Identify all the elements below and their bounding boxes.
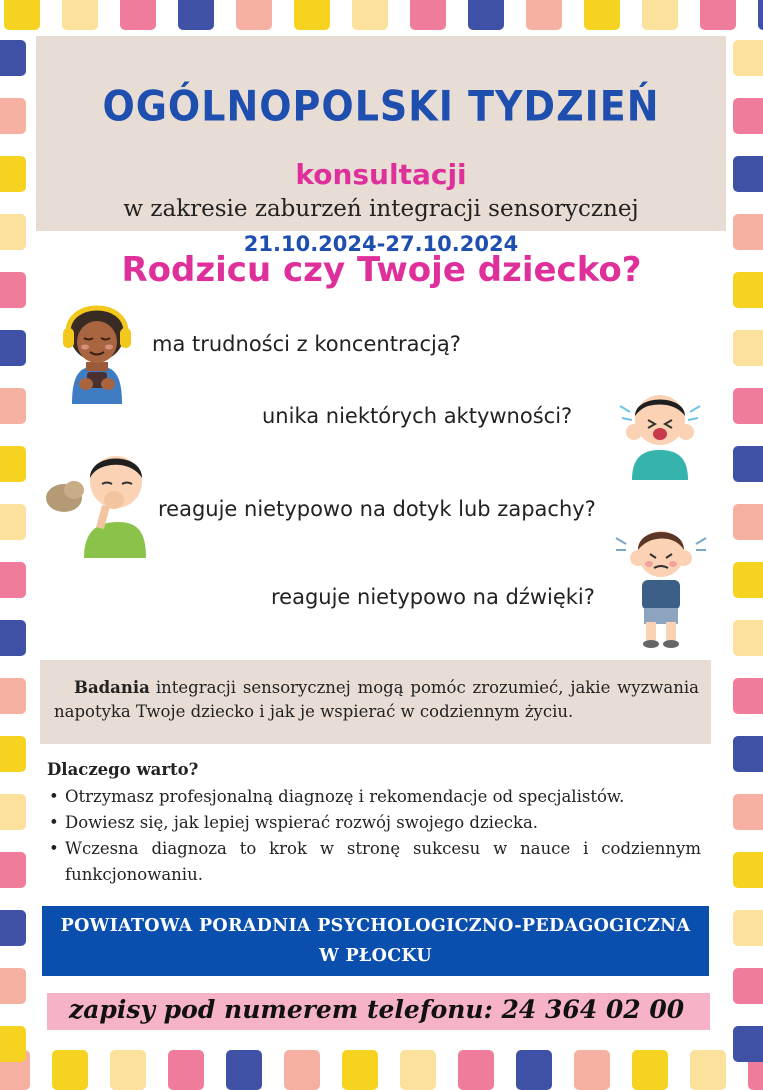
list-item: • Dowiesz się, jak lepiej wspierać rozwój swojego dziecka. <box>47 810 701 836</box>
child-covering-nose-illustration <box>44 448 148 558</box>
border-tile <box>690 1050 726 1090</box>
organization-banner <box>42 906 709 976</box>
border-tile <box>352 0 388 30</box>
border-tile <box>0 736 26 772</box>
page-title: OGÓLNOPOLSKI TYDZIEŃ <box>102 81 660 131</box>
border-tile <box>642 0 678 30</box>
child-headphones-illustration <box>58 292 136 404</box>
info-bold-label: Badania <box>74 678 150 697</box>
question-item: ma trudności z koncentracją? <box>152 332 461 356</box>
border-tile <box>0 562 26 598</box>
border-tile <box>4 0 40 30</box>
question-item: reaguje nietypowo na dotyk lub zapachy? <box>158 497 596 521</box>
border-tile <box>733 98 763 134</box>
border-tile <box>733 736 763 772</box>
border-tile <box>62 0 98 30</box>
border-tile <box>733 156 763 192</box>
border-tile <box>0 1026 26 1062</box>
border-tile <box>0 910 26 946</box>
border-tile <box>236 0 272 30</box>
border-tile <box>0 388 26 424</box>
border-tile <box>632 1050 668 1090</box>
organization-name: POWIATOWA PORADNIA PSYCHOLOGICZNO-PEDAGOGICZNA <box>60 916 691 936</box>
border-tile <box>0 852 26 888</box>
subtitle-highlight: konsultacji <box>295 158 467 191</box>
border-tile <box>733 910 763 946</box>
border-tile <box>733 40 763 76</box>
border-tile <box>733 794 763 830</box>
list-item: • Otrzymasz profesjonalną diagnozę i rekomendacje od specjalistów. <box>47 784 701 810</box>
header-banner <box>36 36 726 256</box>
border-tile <box>733 330 763 366</box>
border-tile <box>178 0 214 30</box>
crying-child-illustration <box>618 388 702 480</box>
border-tile <box>342 1050 378 1090</box>
border-tile <box>0 678 26 714</box>
phone-banner <box>47 993 710 1030</box>
border-tile <box>0 156 26 192</box>
border-tile <box>733 620 763 656</box>
border-tile <box>733 968 763 1004</box>
list-item: • Wczesna diagnoza to krok w stronę sukcesu w nauce i codziennym funkcjonowaniu. <box>47 836 701 888</box>
border-tile <box>110 1050 146 1090</box>
phone-number: zapisy pod numerem telefonu: 24 364 02 00 <box>69 995 685 1024</box>
border-tile <box>758 0 763 30</box>
question-heading: Rodzicu czy Twoje dziecko? <box>121 250 642 290</box>
border-tile <box>0 214 26 250</box>
border-tile <box>410 0 446 30</box>
border-tile <box>733 1026 763 1062</box>
border-tile <box>574 1050 610 1090</box>
border-tile <box>0 620 26 656</box>
border-tile <box>0 968 26 1004</box>
border-tile <box>226 1050 262 1090</box>
border-tile <box>516 1050 552 1090</box>
border-tile <box>733 678 763 714</box>
border-tile <box>294 0 330 30</box>
organization-city: W PŁOCKU <box>319 946 432 966</box>
border-tile <box>0 330 26 366</box>
event-dates: 21.10.2024-27.10.2024 <box>243 232 519 256</box>
border-tile <box>0 504 26 540</box>
why-heading: Dlaczego warto? <box>47 760 199 779</box>
info-box <box>40 660 711 744</box>
border-tile <box>284 1050 320 1090</box>
border-tile <box>733 852 763 888</box>
border-tile <box>584 0 620 30</box>
border-tile <box>733 388 763 424</box>
info-text <box>54 676 699 724</box>
border-tile <box>733 562 763 598</box>
border-tile <box>733 446 763 482</box>
border-tile <box>120 0 156 30</box>
border-tile <box>0 98 26 134</box>
border-tile <box>700 0 736 30</box>
border-tile <box>526 0 562 30</box>
border-tile <box>458 1050 494 1090</box>
question-item: unika niektórych aktywności? <box>262 404 573 428</box>
border-tile <box>0 446 26 482</box>
border-tile <box>400 1050 436 1090</box>
border-tile <box>733 214 763 250</box>
border-tile <box>0 40 26 76</box>
border-tile <box>168 1050 204 1090</box>
info-body: integracji sensorycznej mogą pomóc zrozumieć, jakie wyzwania napotyka Twoje dziecko i jak je wspierać w codziennym życiu. <box>54 678 699 721</box>
border-tile <box>52 1050 88 1090</box>
border-tile <box>733 504 763 540</box>
border-tile <box>468 0 504 30</box>
benefits-list <box>47 784 701 888</box>
child-covering-ears-illustration <box>612 522 710 650</box>
border-tile <box>0 794 26 830</box>
question-item: reaguje nietypowo na dźwięki? <box>271 585 595 609</box>
subtitle: w zakresie zaburzeń integracji sensorycznej <box>123 196 639 222</box>
